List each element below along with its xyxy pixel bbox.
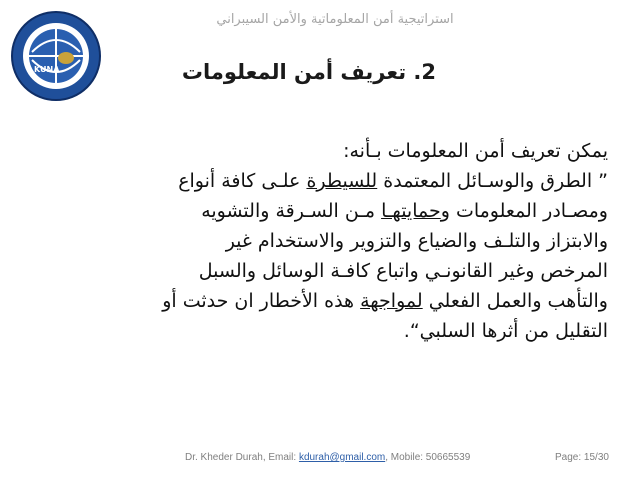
body-line-4: والابتزاز والتلـف والضياع والتزوير والاستخدام غير — [225, 230, 608, 252]
footer-email-link[interactable]: kdurah@gmail.com — [298, 452, 386, 463]
section-title: 2. تعريف أمن المعلومات — [181, 60, 436, 84]
body-line-6 — [30, 286, 608, 316]
header-title: استراتيجية أمن المعلوماتية والأمن السيبراني — [216, 12, 454, 27]
footer-prefix: Dr. Kheder Durah, Email: — [185, 452, 299, 463]
kuna-logo — [8, 8, 104, 104]
body-line-2 — [30, 166, 608, 196]
definition-body — [30, 136, 608, 346]
body-text-span: مـن السـرقة والتشويه — [201, 200, 382, 222]
body-text-span: ” الطرق والوسـائل المعتمدة — [377, 170, 608, 192]
underlined-word: للسيطرة — [306, 170, 378, 192]
underlined-word: حمايتهـا — [381, 200, 441, 222]
body-line-1: يمكن تعريف أمن المعلومات بـأنه: — [343, 140, 608, 162]
body-line-7: التقليل من أثرها السلبي“. — [403, 320, 608, 342]
body-text-span: هذه الأخطار ان حدثت أو — [162, 290, 361, 312]
underlined-word: لمواجهة — [360, 290, 423, 312]
body-text-span: علـى كافة أنواع — [178, 170, 307, 192]
body-line-3 — [30, 196, 608, 226]
body-text-span: والتأهب والعمل الفعلي — [422, 290, 608, 312]
page-number: Page: 15/30 — [555, 452, 609, 463]
footer-contact — [185, 452, 470, 463]
body-text-span: ومصـادر المعلومات و — [440, 200, 608, 222]
footer-suffix: , Mobile: 50665539 — [385, 452, 471, 463]
body-line-5: المرخص وغير القانونـي واتباع كافـة الوسائل والسبل — [198, 260, 608, 282]
logo-short-text: KUNA — [34, 65, 60, 74]
